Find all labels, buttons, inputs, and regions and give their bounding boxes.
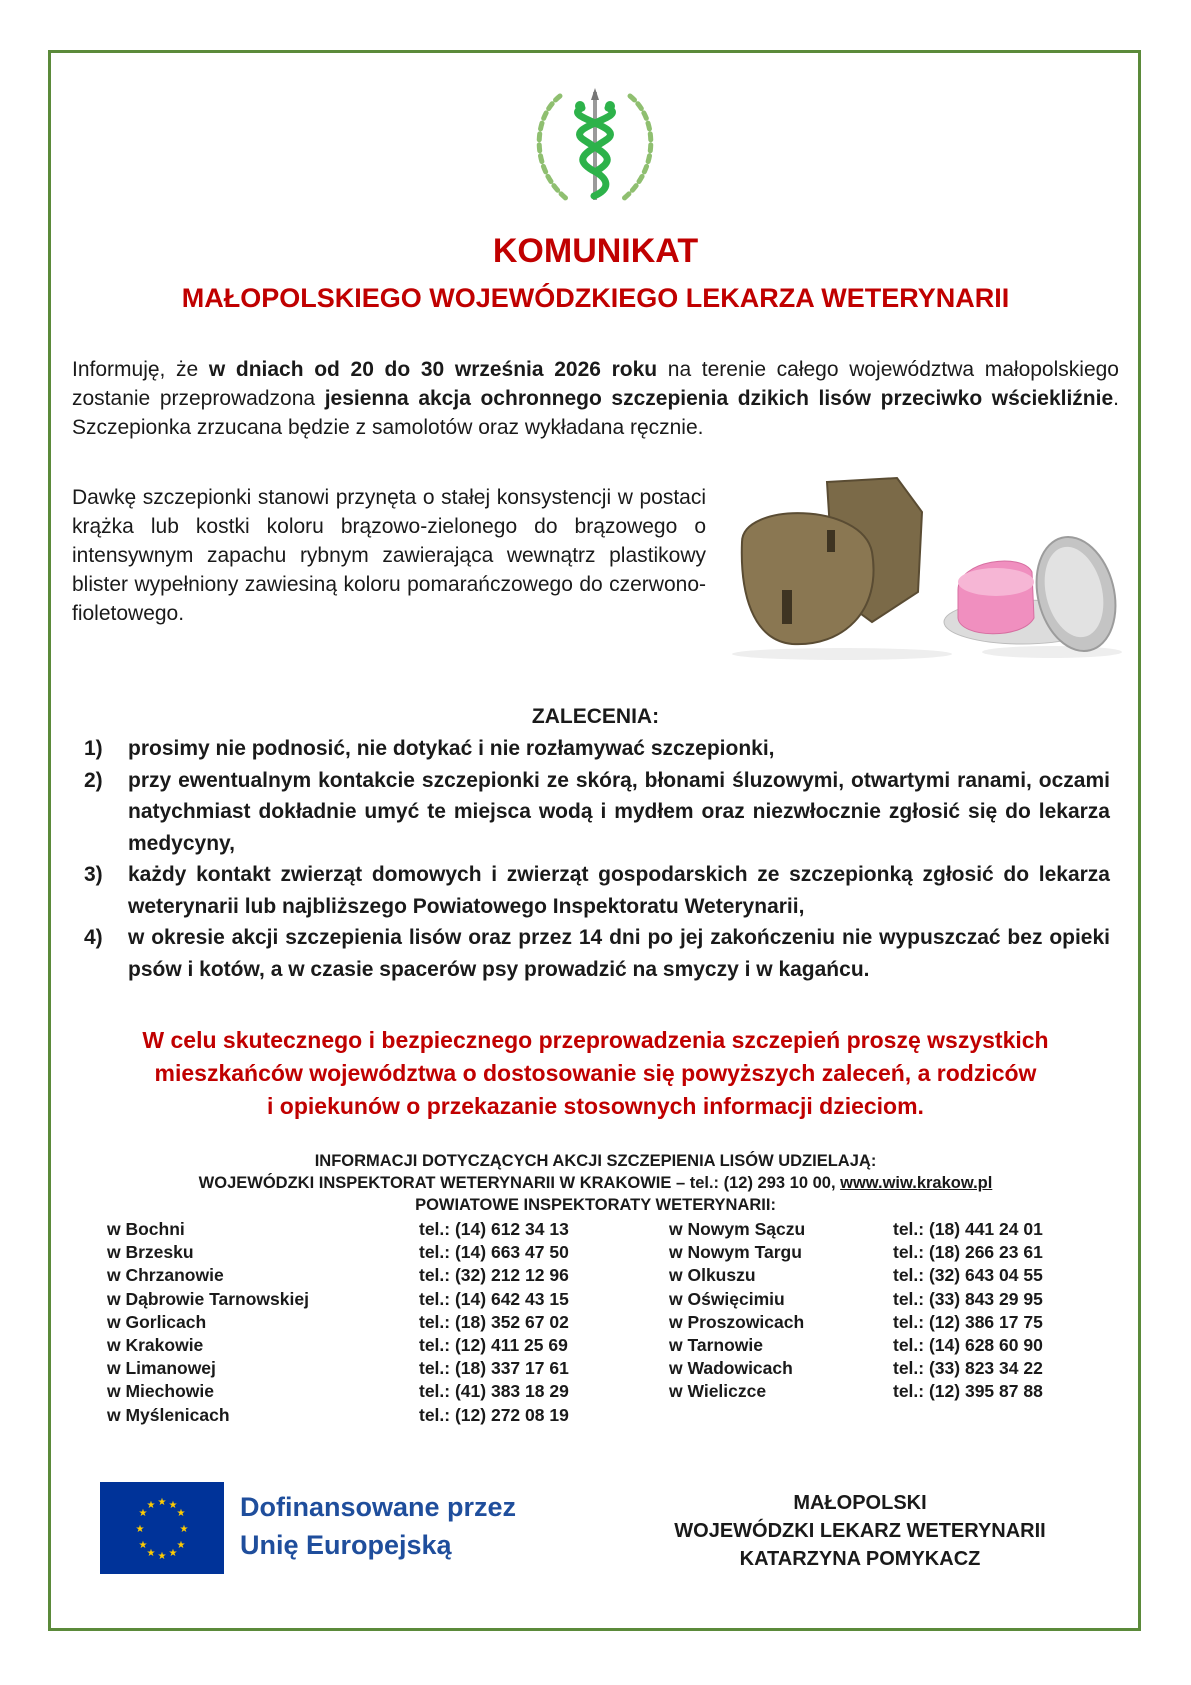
piw-heading: POWIATOWE INSPEKTORATY WETERYNARII: [415,1196,776,1214]
svg-text:★: ★ [176,1540,186,1551]
bait-description: Dawkę szczepionki stanowi przynęta o stałej konsystencji w postaci krążka lub kostki koloru brązowo-zielonego do brązowego o intensywnym zapachu rybnym zawierająca wewnątrz plastikowy blister wypełniony zawiesiną koloru pomarańczowego do czerwono-fioletowego. [72,486,706,625]
list-item: 3) każdy kontakt zwierząt domowych i zwierząt gospodarskich ze szczepionką zgłosić do lekarza weterynarii lub najbliższego Powiatowego Inspektoratu Weterynarii, [84,863,1110,918]
contact-place: w Myślenicach [107,1404,230,1425]
contacts-right-phones [893,1218,1043,1404]
contact-phone: tel.: (32) 643 04 55 [893,1265,1043,1286]
contact-place: w Gorlicach [107,1311,207,1332]
list-item: 2) przy ewentualnym kontakcie szczepionki ze skórą, błonami śluzowymi, otwartymi ranami, oczami natychmiast dokładnie umyć te miejsca wodą i mydłem oraz niezwłocznie zgłosić się do lekarza medycyny, [84,768,1110,855]
contacts-left-phones [419,1218,569,1427]
contact-place: w Olkuszu [669,1265,756,1286]
contact-place: w Chrzanowie [107,1265,224,1286]
contact-place: w Nowym Targu [669,1242,802,1263]
vaccine-bait-image [722,472,1124,662]
contact-place: w Oświęcimiu [669,1288,785,1309]
contact-place: w Tarnowie [669,1334,763,1355]
page-subtitle: MAŁOPOLSKIEGO WOJEWÓDZKIEGO LEKARZA WETERYNARII [181,283,1010,313]
contact-place: w Wieliczce [669,1381,767,1402]
contacts-right-places [669,1218,805,1404]
contact-place: w Brzesku [107,1242,194,1263]
svg-text:★: ★ [157,1551,167,1562]
contact-heading: INFORMACJI DOTYCZĄCYCH AKCJI SZCZEPIENIA LISÓW UDZIELAJĄ: [314,1152,877,1170]
svg-text:★: ★ [168,1548,178,1559]
contact-phone: tel.: (12) 395 87 88 [893,1381,1043,1402]
contact-place: w Limanowej [107,1358,216,1379]
contact-phone: tel.: (33) 823 34 22 [893,1358,1043,1379]
appeal-text: W celu skutecznego i bezpiecznego przeprowadzenia szczepień proszę wszystkich mieszkańców województwa o dostosowanie się powyższych zaleceń, a rodziców i opiekunów o przekazanie stosownych informacji dzieciom. [142,1027,1049,1119]
contacts-left-places [107,1218,309,1427]
list-item: 1) prosimy nie podnosić, nie dotykać i nie rozłamywać szczepionki, [84,737,775,760]
contact-phone: tel.: (18) 266 23 61 [893,1242,1043,1263]
contact-phone: tel.: (12) 386 17 75 [893,1311,1043,1332]
svg-text:★: ★ [138,1508,148,1519]
contact-phone: tel.: (41) 383 18 29 [419,1381,569,1402]
svg-text:★: ★ [168,1500,178,1511]
svg-text:★: ★ [135,1524,145,1535]
contact-phone: tel.: (32) 212 12 96 [419,1265,569,1286]
contact-phone: tel.: (14) 642 43 15 [419,1288,569,1309]
contact-place: w Proszowicach [669,1311,805,1332]
eu-funding-logo [100,1482,530,1574]
svg-text:★: ★ [179,1524,189,1535]
eu-funding-line1: Dofinansowane przez [240,1492,517,1522]
contact-phone: tel.: (14) 628 60 90 [893,1334,1043,1355]
svg-text:★: ★ [157,1497,167,1508]
contact-phone: tel.: (18) 441 24 01 [893,1219,1043,1239]
svg-text:★: ★ [138,1540,148,1551]
contact-phone: tel.: (18) 352 67 02 [419,1311,569,1332]
signature-block: MAŁOPOLSKI WOJEWÓDZKI LEKARZ WETERYNARII KATARZYNA POMYKACZ [674,1492,1046,1570]
wiw-website-link[interactable]: www.wiw.krakow.pl [840,1174,993,1192]
recommendations-list [84,733,1110,985]
contact-phone: tel.: (12) 411 25 69 [419,1334,568,1355]
contact-place: w Nowym Sączu [669,1219,806,1239]
svg-text:★: ★ [176,1508,186,1519]
contact-phone: tel.: (18) 337 17 61 [419,1358,569,1379]
svg-text:★: ★ [146,1548,156,1559]
contact-place: w Dąbrowie Tarnowskiej [107,1288,309,1309]
contact-place: w Bochni [107,1219,185,1239]
contact-place: w Miechowie [107,1381,214,1402]
intro-paragraph: Informuję, że w dniach od 20 do 30 września 2026 roku na terenie całego województwa małopolskiego zostanie przeprowadzona jesienna akcja ochronnego szczepienia dzikich lisów przeciwko wściekliźnie. Szczepionka zrzucana będzie z samolotów oraz wykładana ręcznie. [72,358,1119,439]
contact-phone: tel.: (33) 843 29 95 [893,1288,1043,1309]
contact-phone: tel.: (12) 272 08 19 [419,1404,569,1425]
page-title: KOMUNIKAT [492,232,699,270]
veterinary-emblem-icon [520,78,670,218]
contact-phone: tel.: (14) 663 47 50 [419,1242,569,1263]
contact-place: w Wadowicach [669,1358,793,1379]
svg-text:★: ★ [146,1500,156,1511]
wiw-contact: WOJEWÓDZKI INSPEKTORAT WETERYNARII W KRAKOWIE – tel.: (12) 293 10 00, www.wiw.krakow.pl [198,1174,993,1192]
eu-funding-line2: Unię Europejską [240,1530,452,1560]
recommendations-heading: ZALECENIA: [531,705,660,728]
list-item: 4) w okresie akcji szczepienia lisów oraz przez 14 dni po jej zakończeniu nie wypuszczać bez opieki psów i kotów, a w czasie spacerów psy prowadzić na smyczy i w kagańcu. [84,926,1110,981]
contact-phone: tel.: (14) 612 34 13 [419,1219,569,1239]
contact-place: w Krakowie [107,1334,204,1355]
